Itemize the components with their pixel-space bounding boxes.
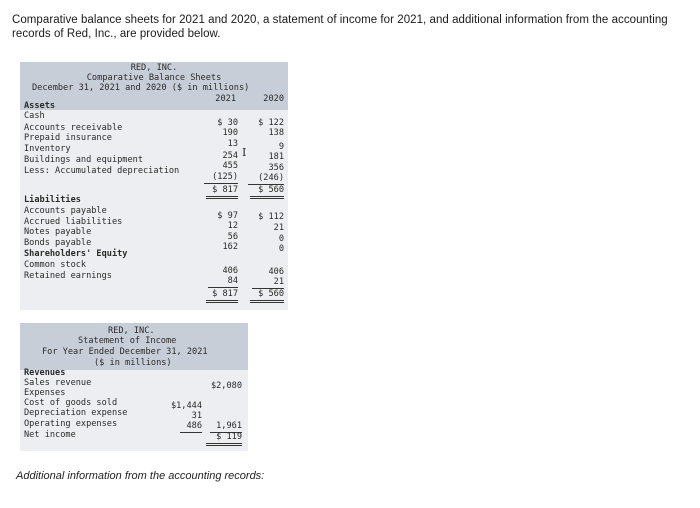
asset-2021: 190 xyxy=(222,128,238,138)
balance-sheet xyxy=(20,62,288,310)
expense-value: 486 xyxy=(180,421,202,433)
expenses-heading: Expenses xyxy=(24,388,66,398)
is-title: Statement of Income xyxy=(78,336,177,346)
liability-2021: 12 xyxy=(227,221,238,231)
liability-2020: 0 xyxy=(278,234,284,244)
is-company: RED, INC. xyxy=(108,326,155,336)
asset-label: Accounts receivable xyxy=(24,123,123,133)
asset-2020: (246) xyxy=(248,173,284,185)
liability-label: Accounts payable xyxy=(24,206,107,216)
asset-2021: (125) xyxy=(204,172,238,184)
liability-label: Notes payable xyxy=(24,227,92,237)
revenues-heading: Revenues xyxy=(24,368,66,378)
liability-2021: $ 97 xyxy=(217,211,238,221)
equity-label: Common stock xyxy=(24,260,87,270)
income-statement xyxy=(20,323,248,451)
expense-value: $1,444 xyxy=(170,401,202,411)
asset-2021: $ 30 xyxy=(217,118,238,128)
asset-2020: 138 xyxy=(268,128,284,138)
expense-label: Operating expenses xyxy=(24,419,118,429)
sales-value: $2,080 xyxy=(210,381,242,391)
equity-2021: 406 xyxy=(222,266,238,276)
assets-total-2020: $ 560 xyxy=(250,185,284,199)
intro-text: Comparative balance sheets for 2021 and 2020, a statement of income for 2021, and additional information from the accounting records of Red, Inc., are provided below. xyxy=(12,14,668,40)
liabilities-heading: Liabilities xyxy=(24,195,81,205)
liability-2021: 162 xyxy=(222,242,238,252)
bs-company: RED, INC. xyxy=(130,63,178,73)
asset-label: Buildings and equipment xyxy=(24,155,143,165)
additional-info-heading: Additional information from the accounting records: xyxy=(16,470,265,482)
net-income-label: Net income xyxy=(24,430,76,440)
liability-2020: 21 xyxy=(273,223,284,233)
asset-label: Less: Accumulated depreciation xyxy=(24,166,180,176)
asset-2021: 254 xyxy=(222,151,238,161)
asset-2020: $ 122 xyxy=(258,118,284,128)
asset-label: Inventory xyxy=(24,144,71,154)
liability-label: Bonds payable xyxy=(24,238,92,248)
equity-2021: 84 xyxy=(208,276,238,288)
equity-2020: 21 xyxy=(252,277,284,289)
assets-total-2021: $ 817 xyxy=(206,185,238,199)
liab-total-2020: $ 560 xyxy=(250,289,284,303)
bs-title: Comparative Balance Sheets xyxy=(86,73,222,83)
asset-2021: 13 xyxy=(227,139,238,149)
asset-2020: 9 xyxy=(278,142,284,152)
expenses-total: 1,961 xyxy=(210,421,242,433)
expense-label: Depreciation expense xyxy=(24,408,128,418)
asset-2020: 181 xyxy=(268,152,284,162)
bs-year-2021: 2021 xyxy=(215,94,236,104)
liability-2021: 56 xyxy=(227,232,238,242)
equity-label: Retained earnings xyxy=(24,271,112,281)
is-units: ($ in millions) xyxy=(94,358,172,368)
equity-heading: Shareholders' Equity xyxy=(24,249,128,259)
assets-heading: Assets xyxy=(24,101,56,111)
liability-2020: 0 xyxy=(278,244,284,254)
liab-total-2021: $ 817 xyxy=(206,289,238,303)
asset-label: Cash xyxy=(24,111,45,121)
sales-label: Sales revenue xyxy=(24,378,92,388)
bs-subtitle: December 31, 2021 and 2020 ($ in millions) xyxy=(32,83,250,93)
asset-2021: 455 xyxy=(222,161,238,171)
net-income-value: $ 119 xyxy=(206,432,242,446)
equity-2020: 406 xyxy=(268,267,284,277)
is-subtitle: For Year Ended December 31, 2021 xyxy=(42,347,208,357)
liability-label: Accrued liabilities xyxy=(24,217,123,227)
liability-2020: $ 112 xyxy=(258,212,284,222)
bs-year-2020: 2020 xyxy=(263,94,284,104)
expense-value: 31 xyxy=(191,411,202,421)
asset-2020: 356 xyxy=(268,163,284,173)
text-cursor-icon: I xyxy=(242,146,247,159)
expense-label: Cost of goods sold xyxy=(24,398,118,408)
asset-label: Prepaid insurance xyxy=(24,133,112,143)
